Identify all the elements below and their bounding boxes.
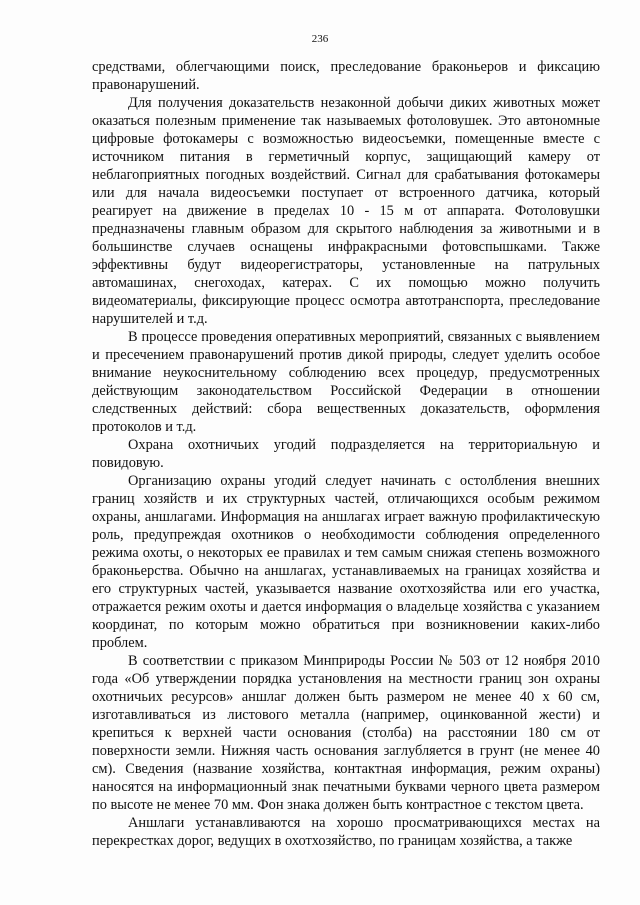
document-body (92, 58, 600, 850)
paragraph-sign-placement: Аншлаги устанавливаются на хорошо просматривающихся местах на перекрестках дорог, ведущих в охотхозяйство, по границам хозяйства, а также (92, 815, 600, 849)
paragraph-phototraps: Для получения доказательств незаконной добычи диких животных может оказаться полезным применение так называемых фотоловушек. Это автономные цифровые фотокамеры с возможностью видеосъемки, помещенные вместе с источником питания в герметичный корпус, защищающий камеру от неблагоприятных погодных воздействий. Сигнал для срабатывания фотокамеры или для начала видеосъемки поступает от встроенного датчика, который реагирует на движение в пределах 10 - 15 м от аппарата. Фотоловушки предназначены главным образом для скрытого наблюдения за животными и в большинстве случаев оснащены инфракрасными фотовспышками. Также эффективны будут видеорегистраторы, установленные на патрульных автомашинах, снегоходах, катерах. С их помощью можно получить видеоматериалы, фиксирующие процесс осмотра автотранспорта, преследование нарушителей и т.д. (92, 95, 600, 327)
page-number: 236 (311, 33, 329, 45)
paragraph-boundary-signs: Организацию охраны угодий следует начинать с остолбления внешних границ хозяйств и их структурных частей, отличающихся особым режимом охраны, аншлагами. Информация на аншлагах играет важную профилактическую роль, предупреждая охотников о необходимости соблюдения определенного режима охоты, о некоторых ее правилах и тем самым снижая степень возможного браконьерства. Обычно на аншлагах, устанавливаемых на границах хозяйства и его структурных частей, указывается название охотхозяйства или его участка, отражается режим охоты и дается информация о владельце хозяйства с указанием координат, по которым можно обратиться при возникновении каких-либо проблем. (92, 473, 600, 651)
paragraph-operational-measures: В процессе проведения оперативных мероприятий, связанных с выявлением и пресечением правонарушений против дикой природы, следует уделить особое внимание неукоснительному соблюдению всех процедур, предусмотренных действующим законодательством Российской Федерации в отношении следственных действий: сбора вещественных доказательств, оформления протоколов и т.д. (92, 329, 600, 435)
paragraph-order-503: В соответствии с приказом Минприроды России № 503 от 12 ноября 2010 года «Об утверждении порядка установления на местности границ зон охраны охотничьих ресурсов» аншлаг должен быть размером не менее 40 х 60 см, изготавливаться из листового металла (например, оцинкованной жести) и крепиться к верхней части основания (столба) на расстоянии 180 см от поверхности земли. Нижняя часть основания заглубляется в грунт (не менее 40 см). Сведения (название хозяйства, контактная информация, режим охраны) наносятся на информационный знак печатными буквами черного цвета размером по высоте не менее 70 мм. Фон знака должен быть контрастное с текстом цвета. (92, 653, 600, 813)
paragraph-protection-types: Охрана охотничьих угодий подразделяется на территориальную и повидовую. (92, 437, 600, 471)
paragraph-continuation: средствами, облегчающими поиск, преследование браконьеров и фиксацию правонарушений. (92, 59, 600, 93)
